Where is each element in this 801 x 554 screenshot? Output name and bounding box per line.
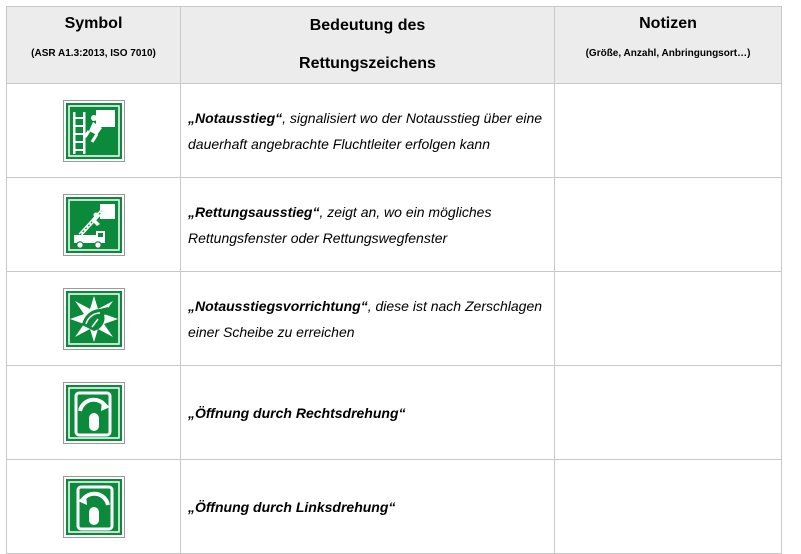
table-row xyxy=(7,272,782,366)
break-glass-icon xyxy=(63,288,125,350)
symbol-cell xyxy=(7,84,181,178)
sign-title: „Rettungsausstieg“ xyxy=(188,203,320,220)
header-meaning-line2: Rettungszeichens xyxy=(299,55,436,72)
sign-description: , signalisiert wo der Notausstieg über eine dauerhaft angebrachte Fluchtleiter erfolgen kann xyxy=(188,109,543,152)
symbol-cell xyxy=(7,366,181,460)
symbol-cell xyxy=(7,460,181,554)
meaning-cell xyxy=(181,460,555,554)
meaning-cell xyxy=(181,366,555,460)
header-meaning xyxy=(181,7,555,84)
meaning-cell xyxy=(181,84,555,178)
table-row xyxy=(7,366,782,460)
table-row xyxy=(7,460,782,554)
meaning-cell xyxy=(181,178,555,272)
header-symbol-subtitle: (ASR A1.3:2013, ISO 7010) xyxy=(31,48,156,59)
notes-cell[interactable] xyxy=(555,460,782,554)
sign-title: „Öffnung durch Linksdrehung“ xyxy=(188,498,396,515)
table-header-row xyxy=(7,7,782,84)
header-symbol xyxy=(7,7,181,84)
rescue-window-ladder-truck-icon xyxy=(63,194,125,256)
turn-right-to-open-icon xyxy=(63,382,125,444)
signs-table xyxy=(6,6,782,554)
sign-title: „Notausstiegsvorrichtung“ xyxy=(188,297,368,314)
notes-cell[interactable] xyxy=(555,366,782,460)
sign-title: „Öffnung durch Rechtsdrehung“ xyxy=(188,404,406,421)
symbol-cell xyxy=(7,272,181,366)
header-notes-subtitle: (Größe, Anzahl, Anbringungsort…) xyxy=(585,48,751,59)
header-notes xyxy=(555,7,782,84)
emergency-ladder-exit-icon xyxy=(63,100,125,162)
symbol-cell xyxy=(7,178,181,272)
table-row xyxy=(7,84,782,178)
notes-cell[interactable] xyxy=(555,84,782,178)
meaning-cell xyxy=(181,272,555,366)
table-row xyxy=(7,178,782,272)
sign-description: , diese ist nach Zerschlagen einer Scheibe zu erreichen xyxy=(188,297,543,340)
sign-title: „Notausstieg“ xyxy=(188,109,283,126)
header-notes-title: Notizen xyxy=(639,15,697,32)
notes-cell[interactable] xyxy=(555,272,782,366)
turn-left-to-open-icon xyxy=(63,476,125,538)
header-symbol-title: Symbol xyxy=(64,15,123,32)
sign-description: , zeigt an, wo ein mögliches Rettungsfenster oder Rettungswegfenster xyxy=(188,203,492,246)
header-meaning-line1: Bedeutung des xyxy=(309,17,426,34)
notes-cell[interactable] xyxy=(555,178,782,272)
